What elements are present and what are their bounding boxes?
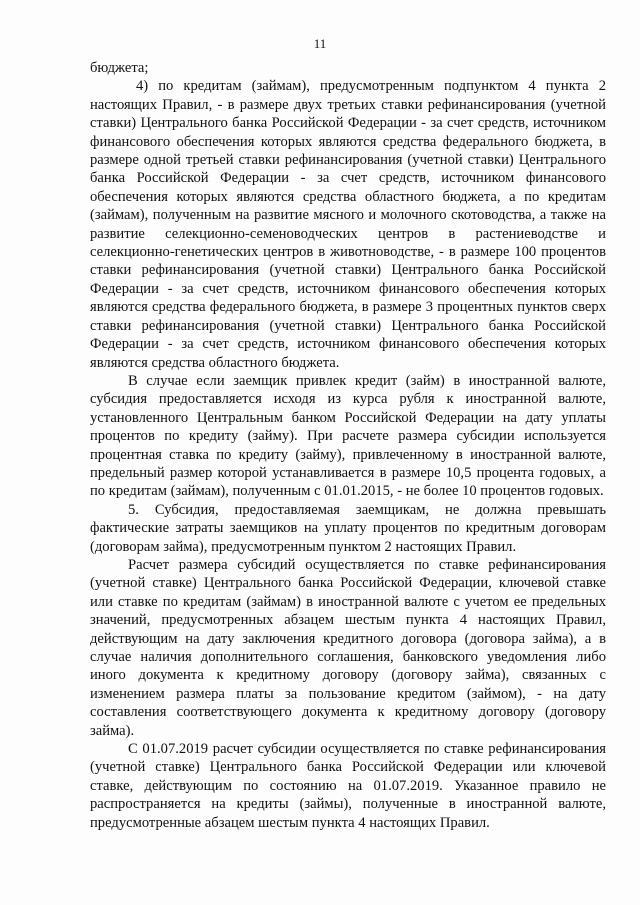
paragraph-continuation: бюджета; bbox=[90, 60, 149, 76]
paragraph-subsidy-calculation: Расчет размера субсидий осуществляется по ставке рефинансирования (учетной ставке) Центрального банка Российской Федерации, ключевой ставке или ставке по кредитам (займам) в иностранной валюте с учетом ее предельных значений, предусмотренных абзацем шестым пункта 4 настоящих Правил, действующим на дату заключения кредитного договора (договора займа), а в случае наличия дополнительного соглашения, банковского уведомления либо иного документа к кредитному договору (договору займа), связанных с изменением размера платы за пользование кредитом (займом), - на дату составления соответствующего документа к кредитному договору (договору займа). bbox=[90, 556, 606, 739]
paragraph-foreign-currency: В случае если заемщик привлек кредит (займ) в иностранной валюте, субсидия предоставляется исходя из курса рубля к иностранной валюте, установленного Центральным банком Российской Федерации на дату уплаты процентов по кредиту (займу). При расчете размера субсидии используется процентная ставка по кредиту (займу), привлеченному в иностранной валюте, предельный размер которой устанавливается в размере 10,5 процента годовых, а по кредитам (займам), полученным с 01.01.2015, - не более 10 процентов годовых. bbox=[90, 372, 606, 500]
paragraph-from-date: С 01.07.2019 расчет субсидии осуществляется по ставке рефинансирования (учетной ставке) Центрального банка Российской Федерации или ключевой ставке, действующим по состоянию на 01.07.2019. Указанное правило не распространяется на кредиты (займы), полученные в иностранной валюте, предусмотренные абзацем шестым пункта 4 настоящих Правил. bbox=[90, 741, 606, 831]
paragraph-item-5: 5. Субсидия, предоставляемая заемщикам, не должна превышать фактические затраты заемщиков на уплату процентов по кредитным договорам (договорам займа), предусмотренным пунктом 2 настоящих Правил. bbox=[90, 501, 606, 555]
document-body bbox=[90, 59, 606, 832]
page-number: 11 bbox=[313, 36, 327, 51]
paragraph-item-4: 4) по кредитам (займам), предусмотренным подпунктом 4 пункта 2 настоящих Правил, - в размере двух третьих ставки рефинансирования (учетной ставки) Центрального банка Российской Федерации - за счет средств, источником финансового обеспечения которых являются средства федерального бюджета, в размере одной третьей ставки рефинансирования (учетной ставки) Центрального банка Российской Федерации - за счет средств, источником финансового обеспечения которых являются средства областного бюджета, а по кредитам (займам), полученным на развитие мясного и молочного скотоводства, а также на развитие селекционно-семеноводческих центров в растениеводстве и селекционно-генетических центров в животноводстве, - в размере 100 процентов ставки рефинансирования (учетной ставки) Центрального банка Российской Федерации - за счет средств, источником финансового обеспечения которых являются средства федерального бюджета, в размере 3 процентных пунктов сверх ставки рефинансирования (учетной ставки) Центрального банка Российской Федерации - за счет средств, источником финансового обеспечения которых являются средства областного бюджета. bbox=[90, 78, 606, 371]
